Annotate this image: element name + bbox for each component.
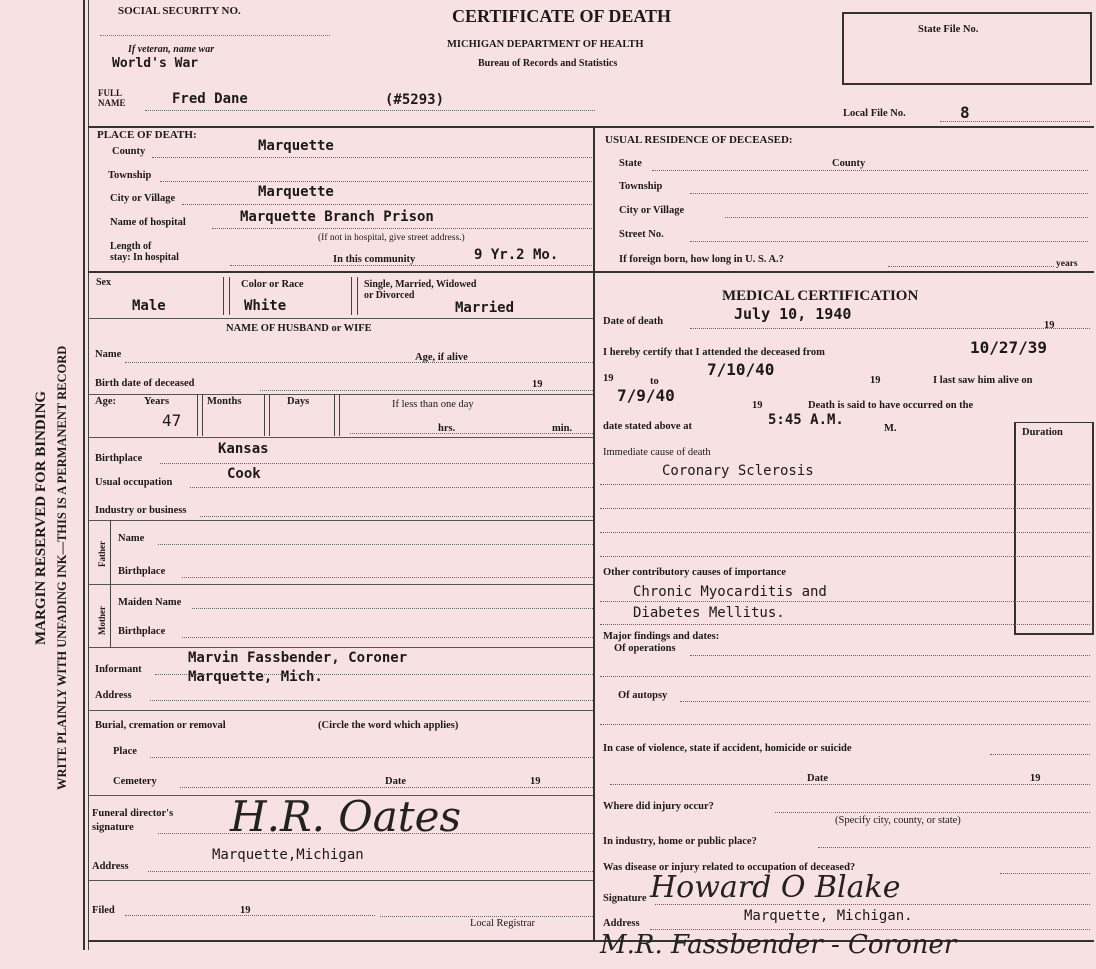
funeral-address-line xyxy=(148,871,593,872)
hospital-label: Name of hospital xyxy=(110,217,186,228)
full-name-value: Fred Dane xyxy=(172,91,248,107)
birthplace-label: Birthplace xyxy=(95,453,143,464)
spouse-heading: NAME OF HUSBAND or WIFE xyxy=(226,323,372,334)
veteran-value: World's War xyxy=(112,56,199,71)
duration-label: Duration xyxy=(1022,427,1063,438)
industry-line xyxy=(200,516,593,517)
residence-city-line xyxy=(725,217,1088,218)
occupation-label: Usual occupation xyxy=(95,477,173,488)
certify-text: I hereby certify that I attended the deceased from xyxy=(603,347,825,358)
residence-foreign-label: If foreign born, how long in U. S. A.? xyxy=(619,254,784,265)
stay-line xyxy=(230,265,592,266)
funeral-address-label: Address xyxy=(92,861,129,872)
months-divider-2 xyxy=(269,394,270,436)
burial-place-line xyxy=(150,757,593,758)
death-date-19: 19 xyxy=(1044,320,1055,331)
informant-line xyxy=(155,674,593,675)
row-divider-burial xyxy=(88,710,593,711)
informant-address-line xyxy=(150,700,593,701)
race-value: White xyxy=(244,298,287,314)
father-side-label: Father xyxy=(97,541,107,567)
funeral-address-value: Marquette,Michigan xyxy=(212,847,364,863)
cause-line-4 xyxy=(600,556,1090,557)
lessday-label: If less than one day xyxy=(392,399,474,410)
birth-date-label: Birth date of deceased xyxy=(95,378,195,389)
row-divider-father xyxy=(88,520,593,521)
days-divider xyxy=(334,394,335,436)
department-name: MICHIGAN DEPARTMENT OF HEALTH xyxy=(447,39,644,50)
mother-birthplace-line xyxy=(182,637,593,638)
residence-state-label: State xyxy=(619,158,642,169)
years-divider xyxy=(197,394,198,436)
cause-line-1 xyxy=(600,484,1090,485)
city-label: City or Village xyxy=(110,193,176,204)
signature-label: Signature xyxy=(603,893,647,904)
industry-home-line xyxy=(818,847,1090,848)
local-file-line xyxy=(940,121,1090,122)
date-stated-label: date stated above at xyxy=(603,421,692,432)
hospital-value: Marquette Branch Prison xyxy=(240,209,434,225)
township-label: Township xyxy=(108,170,152,181)
community-value: 9 Yr.2 Mo. xyxy=(474,247,559,263)
outer-left-border xyxy=(83,0,85,950)
hospital-note: (If not in hospital, give street address.) xyxy=(318,233,465,243)
funeral-label-2: signature xyxy=(92,822,134,833)
age-alive-label: Age, if alive xyxy=(415,352,468,363)
community-label: In this community xyxy=(333,254,416,265)
sex-label: Sex xyxy=(96,277,111,288)
row-divider-mother xyxy=(88,584,593,585)
operations-line xyxy=(690,655,1090,656)
hospital-line xyxy=(212,228,592,229)
other-line-2 xyxy=(600,624,1090,625)
residence-foreign-line xyxy=(888,266,1054,267)
section-divider xyxy=(88,271,1094,273)
row-divider-spouse xyxy=(88,318,593,319)
other-causes-label: Other contributory causes of importance xyxy=(603,567,786,578)
days-divider-2 xyxy=(339,394,340,436)
row-divider-age xyxy=(88,394,593,395)
row-divider-filed xyxy=(88,880,593,881)
father-birthplace-line xyxy=(182,577,593,578)
residence-city-label: City or Village xyxy=(619,205,685,216)
major-findings-label: Major findings and dates: xyxy=(603,631,720,642)
time-value: 5:45 A.M. xyxy=(768,412,844,428)
violence-date-line xyxy=(610,784,1090,785)
occupation-related-line xyxy=(1000,873,1090,874)
local-file-value: 8 xyxy=(960,103,970,122)
lessday-line xyxy=(350,433,593,434)
attended-to-label: to xyxy=(650,376,659,387)
occupation-line xyxy=(190,487,593,488)
county-value: Marquette xyxy=(258,138,334,154)
days-label: Days xyxy=(287,396,310,407)
duration-column xyxy=(1014,422,1094,635)
state-file-box xyxy=(842,12,1092,85)
certificate-title: CERTIFICATE OF DEATH xyxy=(452,6,672,26)
signature-line xyxy=(655,904,1090,905)
race-divider xyxy=(351,277,352,315)
physician-address-label: Address xyxy=(603,918,640,929)
birth-date-line xyxy=(260,390,593,391)
county-label: County xyxy=(112,146,146,157)
ssn-label: SOCIAL SECURITY NO. xyxy=(118,5,241,17)
place-heading: PLACE OF DEATH: xyxy=(97,129,197,141)
stay-label-1: Length of xyxy=(110,241,152,252)
full-name-line xyxy=(145,110,595,111)
registrar-line xyxy=(380,916,593,917)
violence-date-label: Date xyxy=(807,773,828,784)
row-divider-birthplace xyxy=(88,437,593,438)
city-line xyxy=(182,204,592,205)
state-file-label: State File No. xyxy=(918,24,979,35)
father-name-label: Name xyxy=(118,533,145,544)
informant-city: Marquette, Mich. xyxy=(188,669,323,685)
where-injury-label: Where did injury occur? xyxy=(603,801,714,812)
father-birthplace-label: Birthplace xyxy=(118,566,166,577)
informant-value: Marvin Fassbender, Coroner xyxy=(188,650,408,666)
autopsy-label: Of autopsy xyxy=(618,690,668,701)
occurred-label: Death is said to have occurred on the xyxy=(808,400,974,411)
hrs-label: hrs. xyxy=(438,423,456,434)
burial-19: 19 xyxy=(530,776,541,787)
funeral-label-1: Funeral director's xyxy=(92,808,174,819)
physician-address-value: Marquette, Michigan. xyxy=(744,908,913,924)
margin-ink-text: WRITE PLAINLY WITH UNFADING INK—THIS IS A PERMANENT RECORD xyxy=(55,345,69,790)
birthplace-value: Kansas xyxy=(218,441,269,457)
violence-label: In case of violence, state if accident, homicide or suicide xyxy=(603,743,852,754)
residence-township-label: Township xyxy=(619,181,663,192)
ssn-line xyxy=(100,35,330,36)
months-divider xyxy=(264,394,265,436)
medical-heading: MEDICAL CERTIFICATION xyxy=(722,288,919,304)
autopsy-line-2 xyxy=(600,724,1090,725)
coroner-bottom-signature: M.R. Fassbender - Coroner xyxy=(600,930,957,960)
age-label: Age: xyxy=(95,396,116,407)
birth-date-19: 19 xyxy=(532,379,543,390)
maiden-name-label: Maiden Name xyxy=(118,597,182,608)
last-saw-label: I last saw him alive on xyxy=(933,375,1033,386)
where-injury-line xyxy=(775,812,1090,813)
residence-street-line xyxy=(690,241,1088,242)
attended-from-19: 19 xyxy=(603,373,614,384)
m-suffix: M. xyxy=(884,423,897,434)
case-number-value: (#5293) xyxy=(385,92,445,108)
death-date-line xyxy=(690,328,1090,329)
funeral-sig-line xyxy=(158,833,593,834)
burial-label: Burial, cremation or removal xyxy=(95,720,226,731)
occupation-value: Cook xyxy=(227,466,261,482)
cause-line-2 xyxy=(600,508,1090,509)
marital-value: Married xyxy=(455,300,515,316)
marital-label-2: or Divorced xyxy=(364,290,415,301)
attended-from-value: 10/27/39 xyxy=(970,338,1048,357)
inner-left-border xyxy=(88,0,89,950)
local-file-label: Local File No. xyxy=(843,108,906,119)
months-label: Months xyxy=(207,396,242,407)
veteran-label: If veteran, name war xyxy=(128,44,215,55)
sex-divider xyxy=(223,277,224,315)
residence-street-label: Street No. xyxy=(619,229,664,240)
mother-birthplace-label: Birthplace xyxy=(118,626,166,637)
attended-19: 19 xyxy=(870,375,881,386)
years-divider-2 xyxy=(202,394,203,436)
county-line xyxy=(152,157,592,158)
violence-line xyxy=(990,754,1090,755)
years-label: Years xyxy=(144,396,170,407)
name-label: NAME xyxy=(98,98,126,108)
specify-note: (Specify city, county, or state) xyxy=(835,815,961,826)
other-causes-value-2: Diabetes Mellitus. xyxy=(633,605,785,621)
township-line xyxy=(160,181,592,182)
maiden-name-line xyxy=(192,608,593,609)
burial-date-label: Date xyxy=(385,776,406,787)
immediate-cause-label: Immediate cause of death xyxy=(603,447,711,458)
city-value: Marquette xyxy=(258,184,334,200)
death-date-value: July 10, 1940 xyxy=(734,305,852,323)
residence-years-label: years xyxy=(1056,259,1078,269)
informant-address-label: Address xyxy=(95,690,132,701)
other-line-1 xyxy=(600,601,1090,602)
row-divider-informant xyxy=(88,647,593,648)
violence-19: 19 xyxy=(1030,773,1041,784)
last-saw-19: 19 xyxy=(752,400,763,411)
center-divider xyxy=(593,126,595,941)
funeral-signature: H.R. Oates xyxy=(230,792,462,841)
burial-note: (Circle the word which applies) xyxy=(318,720,459,731)
other-causes-value-1: Chronic Myocarditis and xyxy=(633,584,827,600)
filed-19: 19 xyxy=(240,905,251,916)
cause-line-3 xyxy=(600,532,1090,533)
sex-divider-2 xyxy=(229,277,230,315)
sex-value: Male xyxy=(132,298,166,314)
operations-line-2 xyxy=(600,676,1090,677)
bureau-name: Bureau of Records and Statistics xyxy=(478,58,618,69)
informant-label: Informant xyxy=(95,664,142,675)
last-saw-value: 7/9/40 xyxy=(617,386,675,405)
father-name-line xyxy=(158,544,593,545)
stay-label-2: stay: In hospital xyxy=(110,252,179,263)
residence-heading: USUAL RESIDENCE OF DECEASED: xyxy=(605,134,793,146)
marital-label-1: Single, Married, Widowed xyxy=(364,279,477,290)
industry-label: Industry or business xyxy=(95,505,187,516)
registrar-label: Local Registrar xyxy=(470,918,536,929)
occupation-related-label: Was disease or injury related to occupation of deceased? xyxy=(603,862,856,873)
burial-place-label: Place xyxy=(113,746,137,757)
birthplace-line xyxy=(160,463,593,464)
death-date-label: Date of death xyxy=(603,316,664,327)
spouse-name-line xyxy=(125,362,593,363)
immediate-cause-value: Coronary Sclerosis xyxy=(662,463,814,479)
cemetery-label: Cemetery xyxy=(113,776,157,787)
autopsy-line xyxy=(680,701,1090,702)
mother-side-label: Mother xyxy=(97,606,107,635)
residence-state-line xyxy=(652,170,1088,171)
filed-line xyxy=(125,915,375,916)
residence-township-line xyxy=(690,193,1088,194)
residence-county-label: County xyxy=(832,158,866,169)
race-divider-2 xyxy=(357,277,358,315)
attended-to-value: 7/10/40 xyxy=(707,360,775,379)
filed-label: Filed xyxy=(92,905,115,916)
race-label: Color or Race xyxy=(241,279,304,290)
cemetery-line xyxy=(180,787,593,788)
full-label: FULL xyxy=(98,88,123,98)
physician-signature: Howard O Blake xyxy=(650,870,901,905)
industry-home-label: In industry, home or public place? xyxy=(603,836,757,847)
header-divider xyxy=(88,126,1094,128)
min-label: min. xyxy=(552,423,573,434)
margin-binding-text: MARGIN RESERVED FOR BINDING xyxy=(33,390,49,645)
operations-label: Of operations xyxy=(614,643,676,654)
age-value: 47 xyxy=(162,411,182,430)
spouse-name-label: Name xyxy=(95,349,122,360)
